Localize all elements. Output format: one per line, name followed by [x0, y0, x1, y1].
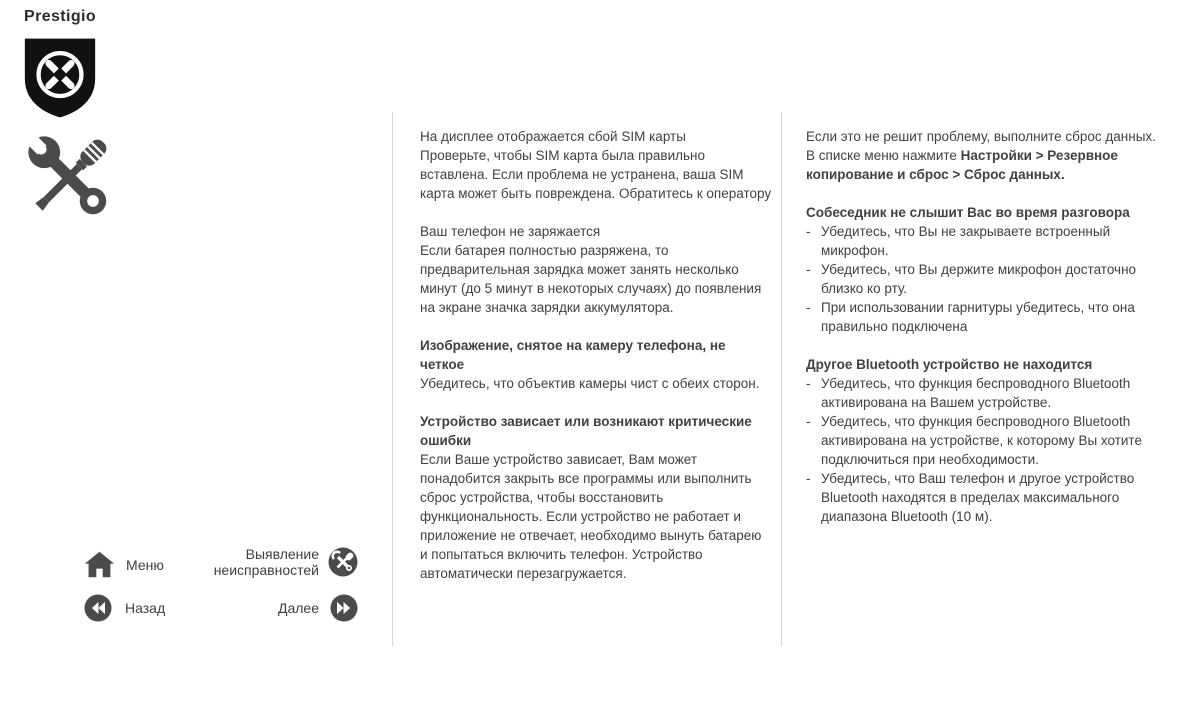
- section-heading: На дисплее отображается сбой SIM карты: [420, 129, 686, 144]
- bullet-text: Убедитесь, что Вы держите микрофон достаточно близко ко рту.: [821, 262, 1137, 296]
- section-not-charging: [420, 222, 772, 317]
- column-divider-left: [392, 112, 393, 646]
- bullet-text: Убедитесь, что Вы не закрываете встроенный микрофон.: [821, 224, 1111, 258]
- menu-label: Меню: [126, 556, 164, 573]
- back-icon: [84, 594, 112, 622]
- column-divider-right: [781, 112, 782, 646]
- section-data-reset: [806, 127, 1166, 184]
- next-icon: [330, 594, 358, 622]
- bullet-text: При использовании гарнитуры убедитесь, что она правильно подключена: [821, 300, 1135, 334]
- section-body: Проверьте, чтобы SIM карта была правильно вставлена. Если проблема не устранена, ваша SIM карта может быть повреждена. Обратитесь к оператору: [420, 148, 772, 201]
- back-button[interactable]: [84, 594, 165, 622]
- section-body: Если батарея полностью разряжена, то предварительная зарядка может занять несколько минут (до 5 минут в некоторых случаях) до появления на экране значка зарядки аккумулятора.: [420, 243, 762, 315]
- bullet-marker: -: [806, 300, 811, 315]
- next-button[interactable]: [240, 594, 358, 622]
- intro-menu-path: Настройки > Резервное копирование и сброс > Сброс данных.: [806, 148, 1118, 182]
- troubleshooting-column-2: [806, 127, 1166, 526]
- back-label: Назад: [125, 600, 166, 616]
- bullet-text: Убедитесь, что функция беспроводного Bluetooth активирована на Вашем устройстве.: [821, 376, 1131, 410]
- section-camera-blurry: [420, 336, 772, 393]
- bullet-marker: -: [806, 262, 811, 277]
- troubleshooting-column-1: [420, 127, 772, 583]
- bullet-marker: -: [806, 414, 811, 429]
- section-heading: Собеседник не слышит Вас во время разговора: [806, 205, 1130, 220]
- bullet-marker: -: [806, 224, 811, 239]
- intro-text: Если это не решит проблему, выполните сброс данных. В списке меню нажмите: [806, 129, 1156, 163]
- list-item: [806, 469, 1166, 526]
- section-mic-not-heard: [806, 203, 1166, 336]
- list-item: [806, 222, 1166, 260]
- section-heading: Другое Bluetooth устройство не находится: [806, 357, 1093, 372]
- section-heading: Ваш телефон не заряжается: [420, 224, 601, 239]
- section-heading: Устройство зависает или возникают критические ошибки: [420, 414, 752, 448]
- list-item: [806, 374, 1166, 412]
- section-heading: Изображение, снятое на камеру телефона, не четкое: [420, 338, 726, 372]
- list-item: [806, 298, 1166, 336]
- bullet-marker: -: [806, 376, 811, 391]
- next-label: Далее: [277, 600, 319, 616]
- bullet-text: Убедитесь, что функция беспроводного Bluetooth активирована на устройстве, к которому Вы хотите подключиться при необходимости.: [821, 414, 1142, 467]
- section-bluetooth-not-found: [806, 355, 1166, 526]
- section-sim-error: [420, 127, 772, 203]
- section-body: Если Ваше устройство зависает, Вам может понадобится закрыть все программы или выполнить сброс устройства, чтобы восстановить функциональность. Если устройство не работает и приложение не отвечает, необходимо вынуть батарею и попытаться включить телефон. Устройство автоматически перезагружается.: [420, 452, 762, 581]
- home-icon: [84, 550, 115, 579]
- prestigio-logo-icon: [22, 36, 98, 120]
- bullet-text: Убедитесь, что Ваш телефон и другое устройство Bluetooth находятся в пределах максимального диапазона Bluetooth (10 м).: [821, 471, 1135, 524]
- troubleshooting-icon: [328, 547, 358, 577]
- tools-icon: [16, 124, 122, 230]
- prestigio-wordmark: Prestigio: [24, 8, 97, 25]
- section-indicator[interactable]: [180, 546, 358, 578]
- section-indicator-label: Выявление неисправностей: [213, 546, 319, 578]
- bullet-marker: -: [806, 471, 811, 486]
- menu-button[interactable]: [84, 550, 164, 579]
- list-item: [806, 412, 1166, 469]
- section-body: Убедитесь, что объектив камеры чист с обеих сторон.: [420, 376, 760, 391]
- list-item: [806, 260, 1166, 298]
- section-device-freezes: [420, 412, 772, 583]
